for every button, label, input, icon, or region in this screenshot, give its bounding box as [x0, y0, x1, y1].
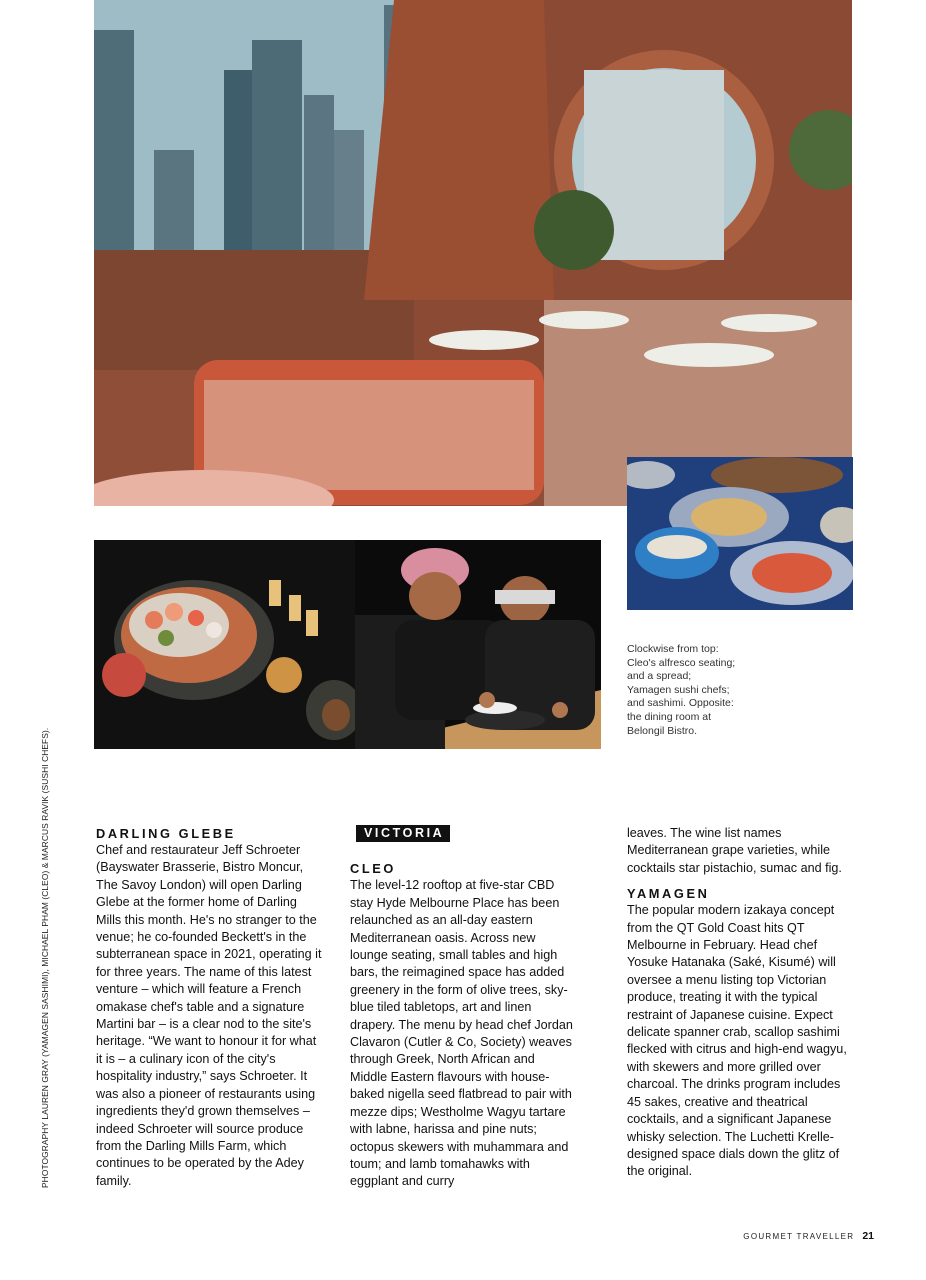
body-darling-glebe: Chef and restaurateur Jeff Schroeter (Bayswater Brasserie, Bistro Moncur, The Savoy London) will open Darling Glebe at the former home of Darling Mills this month. He's no stranger to the venue; he co-founded Beckett's in the subterranean space in 2021, operating it for three years. The name of this latest venture – which will feature a French omakase chef's table and a signature Martini bar – is a clear nod to the site's heritage. “We want to honour it for what it is – a culinary icon of the city's hospitality industry,” says Schroeter. It was also a pioneer of restaurants using ingredients they'd grown themselves – indeed Schroeter will source produce from the Darling Mills Farm, which continues to be operated by the Adey family. [96, 843, 322, 1188]
heading-yamagen: YAMAGEN [627, 886, 710, 902]
body-cleo: The level-12 rooftop at five-star CBD stay Hyde Melbourne Place has been relaunched as an all-day eastern Mediterranean oasis. Across new lounge seating, small tables and high bars, the reimagined space has added greenery in the form of olive trees, sky-blue tiled tabletops, art and linen drapery. The menu by head chef Jordan Clavaron (Cutler & Co, Society) weaves through Greek, North African and Middle Eastern flavours with house-baked nigella seed flatbread to pair with mezze dips; Westholme Wagyu tartare with labne, harissa and pine nuts; octopus skewers with muhammara and toum; and lamb tomahawks with eggplant and curry [350, 878, 573, 1189]
photo-yamagen-sushi-chefs [355, 540, 601, 749]
heading-darling-glebe: DARLING GLEBE [96, 826, 236, 841]
column-yamagen [627, 825, 853, 1181]
page-footer [743, 1230, 874, 1242]
column-darling-glebe [96, 825, 322, 1190]
body-yamagen: The popular modern izakaya concept from the QT Gold Coast hits QT Melbourne in February. Head chef Yosuke Hatanaka (Saké, Kisumé) will oversee a menu listing top Victorian produce, treating it with the typical restraint of Japanese cuisine. Expect delicate spanner crab, scallop sashimi flecked with citrus and high-end wagyu, with skewers and more grilled over charcoal. The drinks program includes 45 sakes, creative and theatrical cocktails, and a significant Japanese whisky selection. The Luchetti Krelle-designed space dials down the glitz of the original. [627, 903, 847, 1179]
magazine-name: GOURMET TRAVELLER [743, 1232, 855, 1241]
photo-caption: Clockwise from top: Cleo's alfresco seating; and a spread; Yamagen sushi chefs; and sashimi. Opposite: the dining room at Belongil Bistro. [627, 643, 736, 737]
heading-cleo: CLEO [350, 861, 396, 877]
page-number: 21 [862, 1230, 874, 1242]
photo-food-spread [627, 457, 853, 610]
column-victoria-cleo [346, 825, 574, 1191]
body-cleo-continued: leaves. The wine list names Mediterranean grape varieties, while cocktails star pistachio, sumac and fig. [627, 826, 842, 875]
hero-photo-cleo-terrace [94, 0, 852, 506]
photo-yamagen-sashimi [94, 540, 355, 749]
section-tag-victoria: VICTORIA [356, 825, 450, 842]
photo-credit: PHOTOGRAPHY LAUREN GRAY (YAMAGEN SASHIMI), MICHAEL PHAM (CLEO) & MARCUS RAVIK (SUSHI CHEFS). [40, 727, 50, 1188]
